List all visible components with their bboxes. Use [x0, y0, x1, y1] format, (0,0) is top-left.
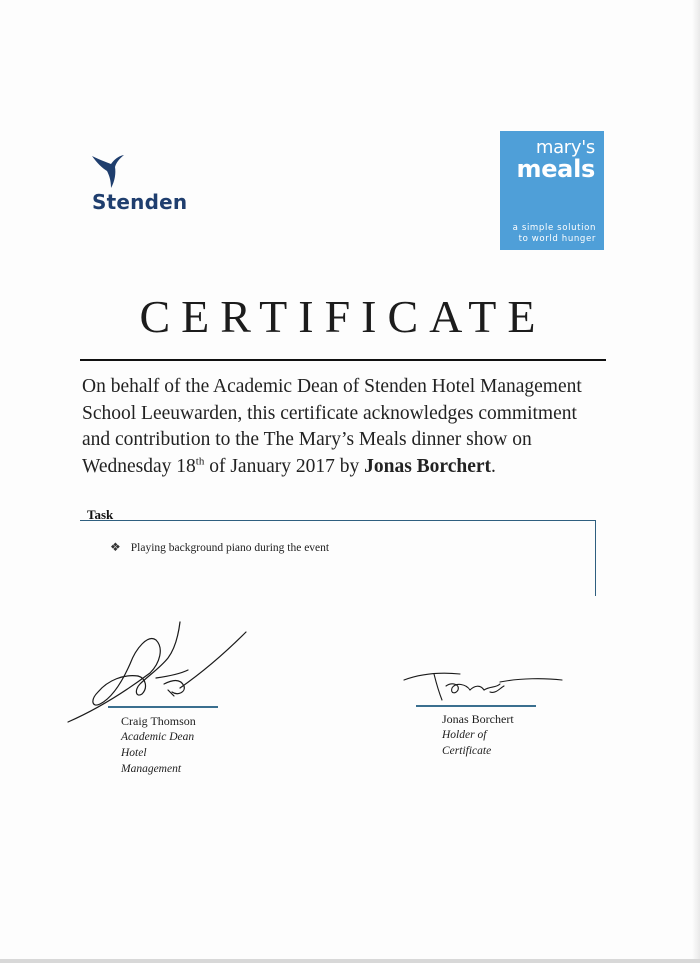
scan-edge-right	[692, 0, 700, 963]
signatory-left-role-1: Academic Dean	[121, 731, 195, 743]
diamond-bullet-icon: ❖	[110, 540, 121, 554]
body-line-4-mid: of January 2017 by	[204, 455, 365, 477]
marys-meals-logo	[500, 131, 604, 250]
signatory-left	[121, 713, 196, 777]
signature-right	[400, 664, 570, 706]
body-line-4-pre: Wednesday 18	[82, 455, 196, 477]
signature-line-left	[108, 706, 218, 708]
signatory-right-name: Jonas Borchert	[442, 712, 514, 726]
marys-meals-word1: mary's	[535, 137, 595, 158]
stenden-logo	[88, 150, 198, 220]
scan-edge-bottom	[0, 959, 700, 963]
signatory-left-role-2: Hotel	[121, 747, 147, 759]
signature-left	[60, 618, 260, 728]
marys-meals-tagline-1: a simple solution	[512, 223, 596, 233]
marys-meals-tagline-2: to world hunger	[518, 234, 596, 244]
task-box	[80, 520, 596, 596]
signatory-right-role-2: Certificate	[442, 745, 492, 757]
task-label: Task	[87, 507, 114, 522]
recipient-name: Jonas Borchert	[364, 455, 492, 477]
task-item	[110, 540, 329, 555]
body-line-2: School Leeuwarden, this certificate acknowledges commitment	[82, 402, 577, 424]
signature-line-right	[416, 705, 536, 707]
body-line-3: and contribution to the The Mary’s Meals dinner show on	[82, 429, 532, 450]
certificate-body	[82, 374, 622, 480]
swallow-icon	[90, 150, 132, 190]
title-divider	[80, 359, 606, 361]
signatory-left-role-3: Management	[121, 763, 182, 775]
body-line-4-end: .	[491, 455, 496, 477]
certificate-title: CERTIFICATE	[139, 291, 547, 342]
signatory-right	[442, 711, 514, 759]
marys-meals-word2: meals	[516, 155, 595, 183]
body-line-1: On behalf of the Academic Dean of Stenden Hotel Management	[82, 376, 582, 397]
stenden-name: Stenden	[92, 190, 188, 214]
signatory-left-name: Craig Thomson	[121, 714, 196, 728]
signatory-right-role-1: Holder of	[442, 729, 487, 741]
body-line-4-sup: th	[195, 455, 205, 467]
task-item-text: Playing background piano during the event	[130, 541, 330, 554]
